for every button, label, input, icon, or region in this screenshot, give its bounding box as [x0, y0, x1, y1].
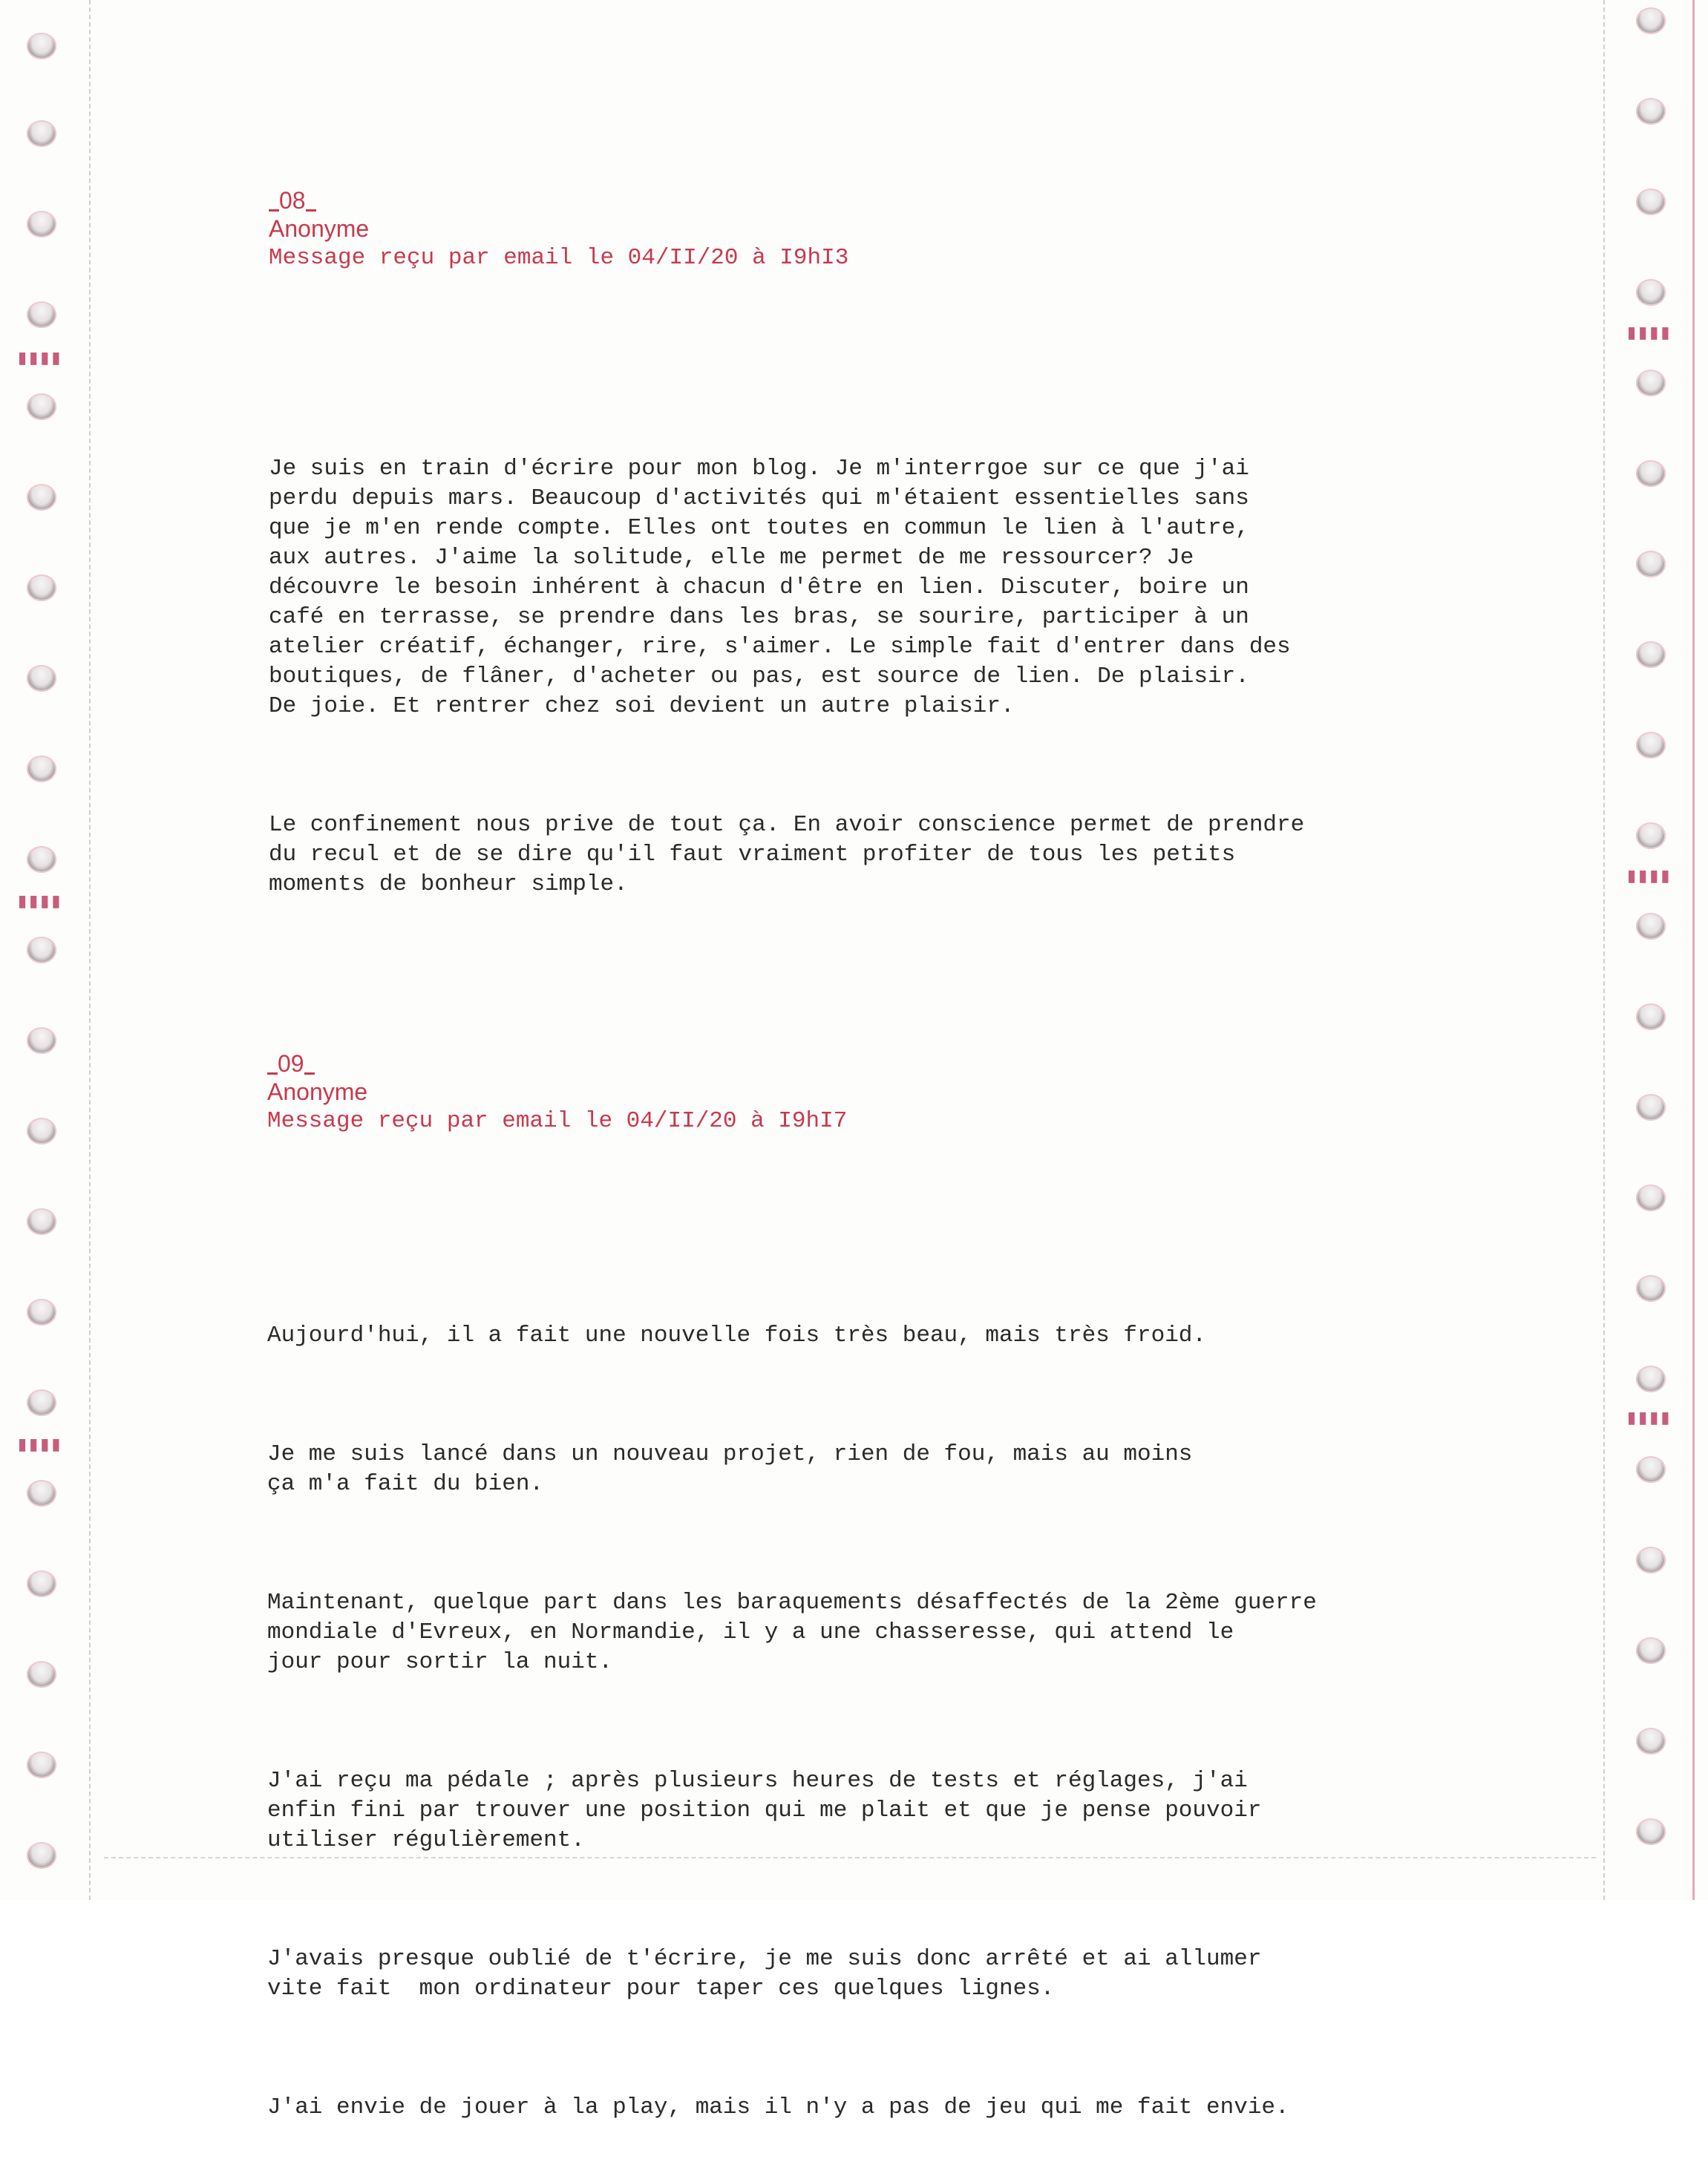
perforation-hole	[27, 1299, 56, 1326]
left-perforation-line	[89, 0, 91, 1900]
paragraph: Je me suis lancé dans un nouveau projet, rien de fou, mais au moins ça m'a fait du bien.	[267, 1441, 1193, 1497]
perforation-hole	[27, 1027, 56, 1054]
perforation-hole	[27, 33, 56, 59]
perforation-hole	[27, 846, 56, 873]
paragraph: J'avais presque oublié de t'écrire, je me suis donc arrêté et ai allumer vite fait mon ordinateur pour taper ces quelques lignes.	[267, 1946, 1262, 2002]
paragraph: Le confinement nous prive de tout ça. En avoir conscience permet de prendre du recul et de se dire qu'il faut vraiment profiter de tous les petits moments de bonheur simple.	[269, 812, 1305, 897]
perforation-tick-icon: ▮▮▮▮	[18, 1435, 63, 1454]
perforation-hole	[1636, 732, 1666, 759]
perforation-hole	[1636, 1094, 1666, 1121]
perforation-hole	[27, 1752, 56, 1778]
perforation-hole	[27, 1118, 56, 1144]
perforation-hole	[1636, 1547, 1666, 1573]
perforation-hole	[1636, 1275, 1666, 1302]
perforation-tick-icon: ▮▮▮▮	[18, 892, 63, 911]
entry-author: Anonyme	[269, 215, 370, 242]
perforation-hole	[27, 665, 56, 692]
perforation-hole	[27, 1480, 56, 1507]
paragraph: Je suis en train d'écrire pour mon blog. Je m'interrgoe sur ce que j'ai perdu depuis mars. Beaucoup d'activités qui m'étaient essentielles sans que je m'en rende compte. Elles ont toutes en commun le lien à l'autre, aux autres. J'aime la solitude, elle me permet de me ressourcer? Je découvre le besoin inhérent à chacun d'être en lien. Discuter, boire un café en terrasse, se prendre dans les bras, se sourire, participer à un atelier créatif, échanger, rire, s'aimer. Le simple fait d'entrer dans des boutiques, de flâner, d'acheter ou pas, est source de lien. De plaisir. De joie. Et rentrer chez soi devient un autre plaisir.	[269, 456, 1291, 719]
perforation-tick-icon: ▮▮▮▮	[1627, 1409, 1672, 1427]
perforation-hole	[1636, 1637, 1666, 1664]
perforation-hole	[1636, 1818, 1666, 1845]
perforation-hole	[1636, 822, 1666, 849]
perforation-hole	[27, 574, 56, 601]
perforation-hole	[27, 1570, 56, 1597]
entry-header	[267, 1050, 847, 1136]
paragraph: Aujourd'hui, il a fait une nouvelle fois très beau, mais très froid.	[267, 1323, 1207, 1349]
entry-number: 09	[267, 1050, 847, 1077]
perforation-hole	[27, 484, 56, 511]
sheet-edge	[1692, 0, 1695, 1900]
perforation-hole	[1636, 370, 1666, 396]
entry-body	[269, 395, 1304, 959]
perforation-hole	[27, 301, 56, 328]
entry-meta: Message reçu par email le 04/II/20 à I9hI3	[269, 245, 849, 271]
perforation-hole	[27, 937, 56, 963]
perforation-hole	[1636, 1456, 1666, 1483]
paragraph: J'ai envie de jouer à la play, mais il n'y a pas de jeu qui me fait envie.	[267, 2094, 1289, 2120]
perforation-hole	[1636, 279, 1666, 306]
perforation-hole	[1636, 189, 1666, 215]
perforation-hole	[27, 120, 56, 147]
perforation-hole	[1636, 7, 1666, 34]
paragraph: J'ai reçu ma pédale ; après plusieurs heures de tests et réglages, j'ai enfin fini par trouver une position qui me plait et que je pense pouvoir utiliser régulièrement.	[267, 1768, 1262, 1853]
entry-body	[267, 1262, 1317, 2182]
perforation-hole	[27, 1842, 56, 1869]
perforation-hole	[1636, 1185, 1666, 1211]
perforation-hole	[27, 211, 56, 237]
perforation-hole	[1636, 98, 1666, 125]
perforation-tick-icon: ▮▮▮▮	[18, 349, 63, 367]
perforation-hole	[27, 756, 56, 782]
perforation-hole	[1636, 641, 1666, 668]
left-tractor-strip	[0, 0, 89, 1900]
entry-header	[269, 187, 848, 273]
entry-meta: Message reçu par email le 04/II/20 à I9hI7	[267, 1108, 848, 1134]
entry-author: Anonyme	[267, 1078, 368, 1105]
perforation-tick-icon: ▮▮▮▮	[1627, 324, 1672, 342]
perforation-hole	[1636, 460, 1666, 487]
perforation-hole	[27, 1661, 56, 1688]
perforation-hole	[1636, 1003, 1666, 1030]
perforation-hole	[1636, 1728, 1666, 1755]
perforation-hole	[1636, 551, 1666, 577]
perforation-hole	[27, 393, 56, 420]
paragraph: Maintenant, quelque part dans les baraquements désaffectés de la 2ème guerre mondiale d'Evreux, en Normandie, il y a une chasseresse, qui attend le jour pour sortir la nuit.	[267, 1590, 1317, 1675]
perforation-tick-icon: ▮▮▮▮	[1627, 867, 1672, 885]
entry-number: 08	[269, 187, 848, 214]
perforation-hole	[1636, 1366, 1666, 1392]
perforation-hole	[27, 1389, 56, 1416]
perforation-hole	[1636, 913, 1666, 940]
perforation-hole	[27, 1208, 56, 1235]
